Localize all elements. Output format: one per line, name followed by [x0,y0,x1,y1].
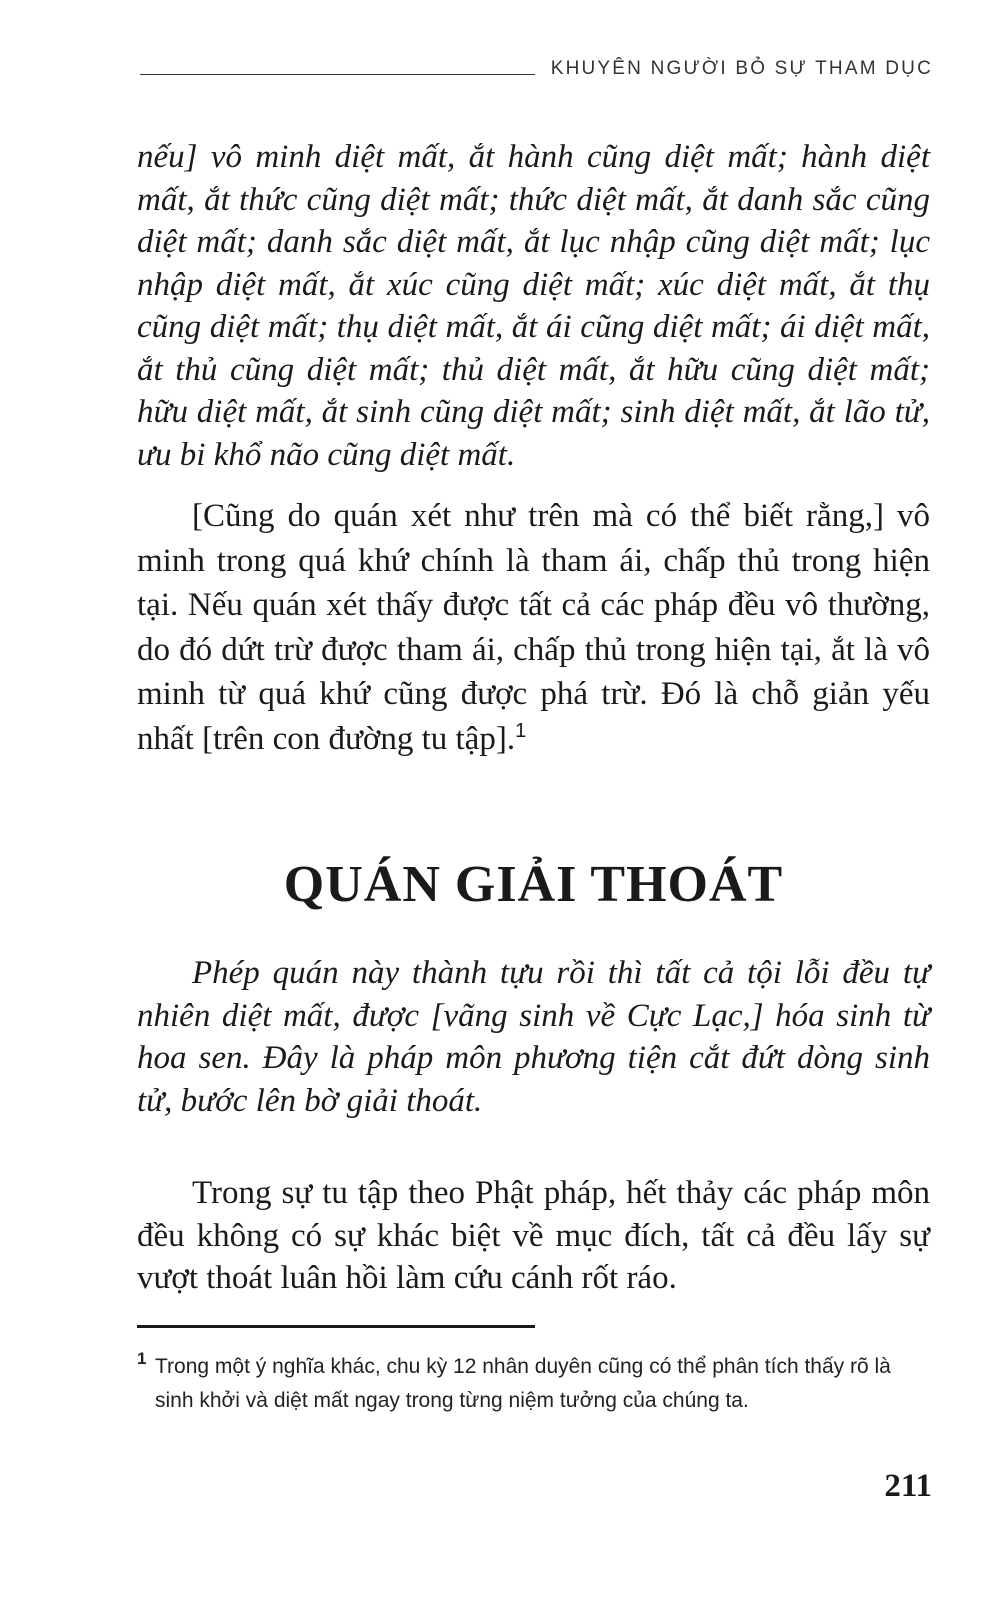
page-number: 211 [884,1468,932,1504]
running-title: KHUYÊN NGƯỜI BỎ SỰ THAM DỤC [550,58,933,79]
footnote-marker: 1 [137,1349,147,1368]
header-rule [140,74,535,75]
paragraph-4: Trong sự tu tập theo Phật pháp, hết thảy các pháp môn đều không có sự khác biệt về mục đích, tất cả đều lấy sự vượt thoát luân hồi làm cứu cánh rốt ráo. [137,1175,930,1296]
footnote [137,1350,930,1418]
running-header [140,58,933,80]
paragraph-1: nếu] vô minh diệt mất, ắt hành cũng diệt mất; hành diệt mất, ắt thức cũng diệt mất; thức diệt mất, ắt danh sắc cũng diệt mất; danh sắc diệt mất, ắt lục nhập cũng diệt mất; lục nhập diệt mất, ắt xúc cũng diệt mất; xúc diệt mất, ắt thụ cũng diệt mất; thụ diệt mất, ắt ái cũng diệt mất; ái diệt mất, ắt thủ cũng diệt mất; thủ diệt mất, ắt hữu cũng diệt mất; hữu diệt mất, ắt sinh cũng diệt mất; sinh diệt mất, ắt lão tử, ưu bi khổ não cũng diệt mất. [137,139,930,473]
paragraph-2 [137,494,930,761]
footnote-text: Trong một ý nghĩa khác, chu kỳ 12 nhân duyên cũng có thể phân tích thấy rõ là sinh khởi và diệt mất ngay trong từng niệm tưởng của chúng ta. [155,1355,891,1412]
section-heading: QUÁN GIẢI THOÁT [283,856,784,913]
footnote-reference[interactable]: 1 [515,719,527,742]
paragraph-2-text: [Cũng do quán xét như trên mà có thể biết rằng,] vô minh trong quá khứ chính là tham ái, chấp thủ trong hiện tại. Nếu quán xét thấy được tất cả các pháp đều vô thường, do đó dứt trừ được tham ái, chấp thủ trong hiện tại, ắt là vô minh từ quá khứ cũng được phá trừ. Đó là chỗ giản yếu nhất [trên con đường tu tập]. [137,498,930,757]
paragraph-3: Phép quán này thành tựu rồi thì tất cả tội lỗi đều tự nhiên diệt mất, được [vãng sinh về Cực Lạc,] hóa sinh từ hoa sen. Đây là pháp môn phương tiện cắt đứt dòng sinh tử, bước lên bờ giải thoát. [137,955,930,1119]
footnote-rule [137,1325,535,1328]
